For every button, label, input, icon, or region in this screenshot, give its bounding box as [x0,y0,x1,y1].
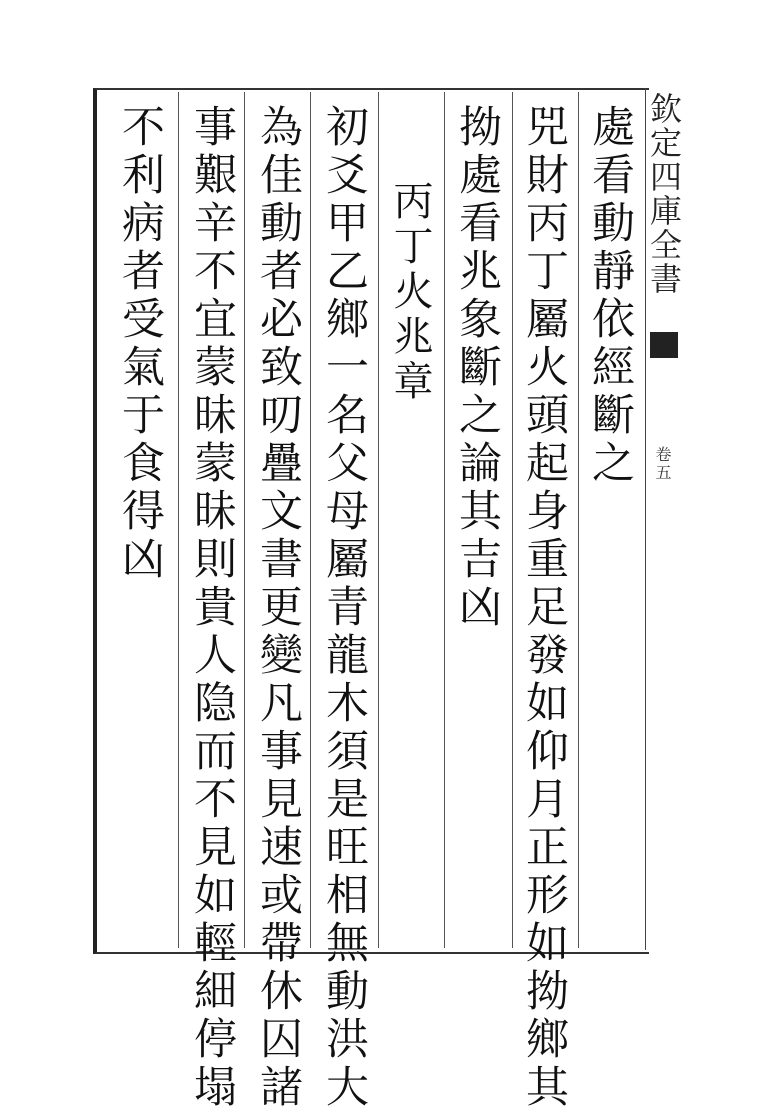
text-column-2: 兕財丙丁屬火頭起身重足發如仰月正形如拗鄉其 [519,104,569,1112]
text-column-6: 為佳動者必致叨疊文書更變凡事見速或帶休囚諸 [253,104,303,1112]
text-column-5: 初爻甲乙鄉一名父母屬青龍木須是旺相無動洪大 [319,104,369,1112]
column-rule [310,92,311,948]
column-rule [578,92,579,948]
column-rule [244,92,245,948]
volume-label: 卷五 [653,446,672,482]
text-column-8: 不利病者受氣于食得凶 [115,104,165,584]
fishtail-mark-icon [650,332,678,358]
text-column-3: 拗處看兆象斷之論其吉凶 [452,104,502,632]
book-title: 欽定四庫全書 [645,92,683,296]
column-rule [444,92,445,948]
column-rule [378,92,379,948]
section-heading: 丙丁火兆章 [387,180,433,405]
column-rule [178,92,179,948]
text-column-7: 事艱辛不宜蒙昧蒙昧則貴人隐而不見如輕細停塌 [187,104,237,1112]
text-column-1: 處看動靜依經斷之 [585,104,635,488]
column-rule [512,92,513,948]
